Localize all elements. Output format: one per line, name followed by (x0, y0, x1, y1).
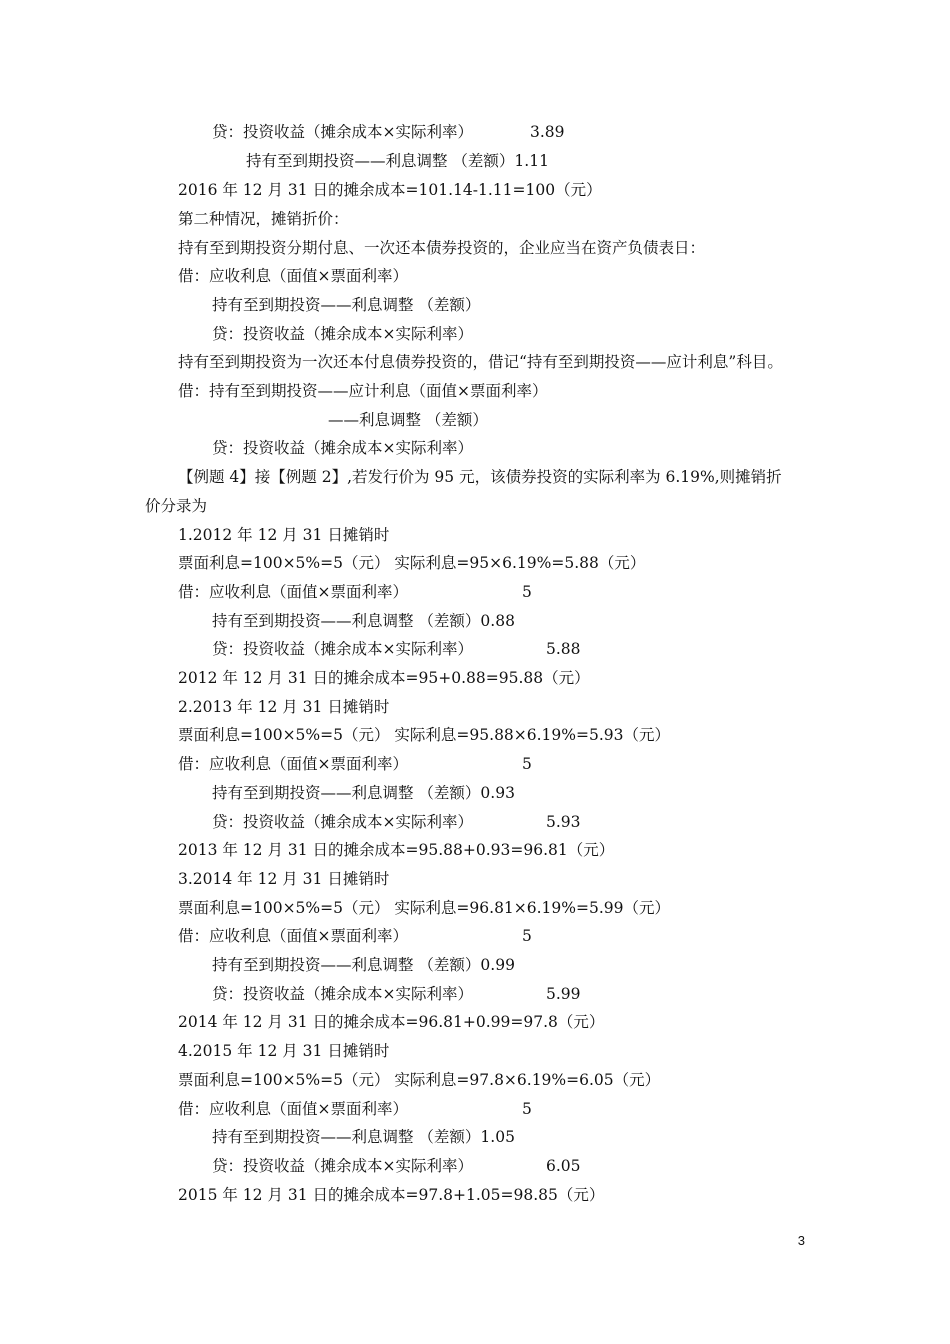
text-line: 持有至到期投资分期付息、一次还本债券投资的，企业应当在资产负债表日： (178, 239, 706, 257)
text-line: 4.2015 年 12 月 31 日摊销时 (178, 1042, 390, 1060)
text-line: 票面利息=100×5%=5（元） 实际利息=97.8×6.19%=6.05（元） (178, 1071, 661, 1089)
text-line: 贷：投资收益（摊余成本×实际利率） (212, 813, 473, 831)
amount: 3.89 (530, 123, 565, 141)
text-line: 持有至到期投资为一次还本付息债券投资的，借记“持有至到期投资——应计利息”科目。 (178, 353, 783, 371)
page-number: 3 (797, 1233, 805, 1248)
text-line: 持有至到期投资——利息调整 （差额）0.88 (212, 612, 515, 630)
text-line: 借：应收利息（面值×票面利率） (178, 927, 408, 945)
text-line: 2014 年 12 月 31 日的摊余成本=96.81+0.99=97.8（元） (178, 1013, 605, 1031)
amount: 5 (522, 583, 532, 601)
text-line: 3.2014 年 12 月 31 日摊销时 (178, 870, 390, 888)
text-line: 贷：投资收益（摊余成本×实际利率） (212, 1157, 473, 1175)
text-line: 借：应收利息（面值×票面利率） (178, 267, 408, 285)
text-line: 票面利息=100×5%=5（元） 实际利息=95.88×6.19%=5.93（元） (178, 726, 671, 744)
text-line: 贷：投资收益（摊余成本×实际利率） (212, 123, 473, 141)
text-line: 票面利息=100×5%=5（元） 实际利息=95×6.19%=5.88（元） (178, 554, 646, 572)
text-line: 贷：投资收益（摊余成本×实际利率） (212, 985, 473, 1003)
amount: 5 (522, 1100, 532, 1118)
text-line: 【例题 4】接【例题 2】,若发行价为 95 元，该债券投资的实际利率为 6.19%,则摊销折 (178, 468, 782, 486)
text-line: 持有至到期投资——利息调整 （差额）0.99 (212, 956, 515, 974)
text-line: 2013 年 12 月 31 日的摊余成本=95.88+0.93=96.81（元） (178, 841, 615, 859)
amount: 5.93 (546, 813, 581, 831)
text-line: 借：持有至到期投资——应计利息（面值×票面利率） (178, 382, 548, 400)
text-line: 2012 年 12 月 31 日的摊余成本=95+0.88=95.88（元） (178, 669, 590, 687)
text-line: 1.2012 年 12 月 31 日摊销时 (178, 526, 390, 544)
amount: 5.88 (546, 640, 581, 658)
text-line: 持有至到期投资——利息调整 （差额）0.93 (212, 784, 515, 802)
text-line: 持有至到期投资——利息调整 （差额）1.05 (212, 1128, 515, 1146)
text-line: 贷：投资收益（摊余成本×实际利率） (212, 325, 473, 343)
amount: 5.99 (546, 985, 581, 1003)
text-line: 借：应收利息（面值×票面利率） (178, 583, 408, 601)
text-line: 借：应收利息（面值×票面利率） (178, 755, 408, 773)
text-line: 持有至到期投资——利息调整 （差额） (212, 296, 481, 314)
amount: 5 (522, 755, 532, 773)
amount: 5 (522, 927, 532, 945)
amount: 6.05 (546, 1157, 581, 1175)
text-line: 贷：投资收益（摊余成本×实际利率） (212, 439, 473, 457)
text-line: 2016 年 12 月 31 日的摊余成本=101.14-1.11=100（元） (178, 181, 602, 199)
text-line: 2.2013 年 12 月 31 日摊销时 (178, 698, 390, 716)
text-line: 持有至到期投资——利息调整 （差额）1.11 (246, 152, 549, 170)
text-line: 2015 年 12 月 31 日的摊余成本=97.8+1.05=98.85（元） (178, 1186, 605, 1204)
text-line: 价分录为 (145, 497, 208, 515)
text-line: 票面利息=100×5%=5（元） 实际利息=96.81×6.19%=5.99（元） (178, 899, 671, 917)
text-line: ——利息调整 （差额） (328, 411, 488, 429)
text-line: 借：应收利息（面值×票面利率） (178, 1100, 408, 1118)
text-line: 贷：投资收益（摊余成本×实际利率） (212, 640, 473, 658)
text-line: 第二种情况，摊销折价： (178, 210, 349, 228)
